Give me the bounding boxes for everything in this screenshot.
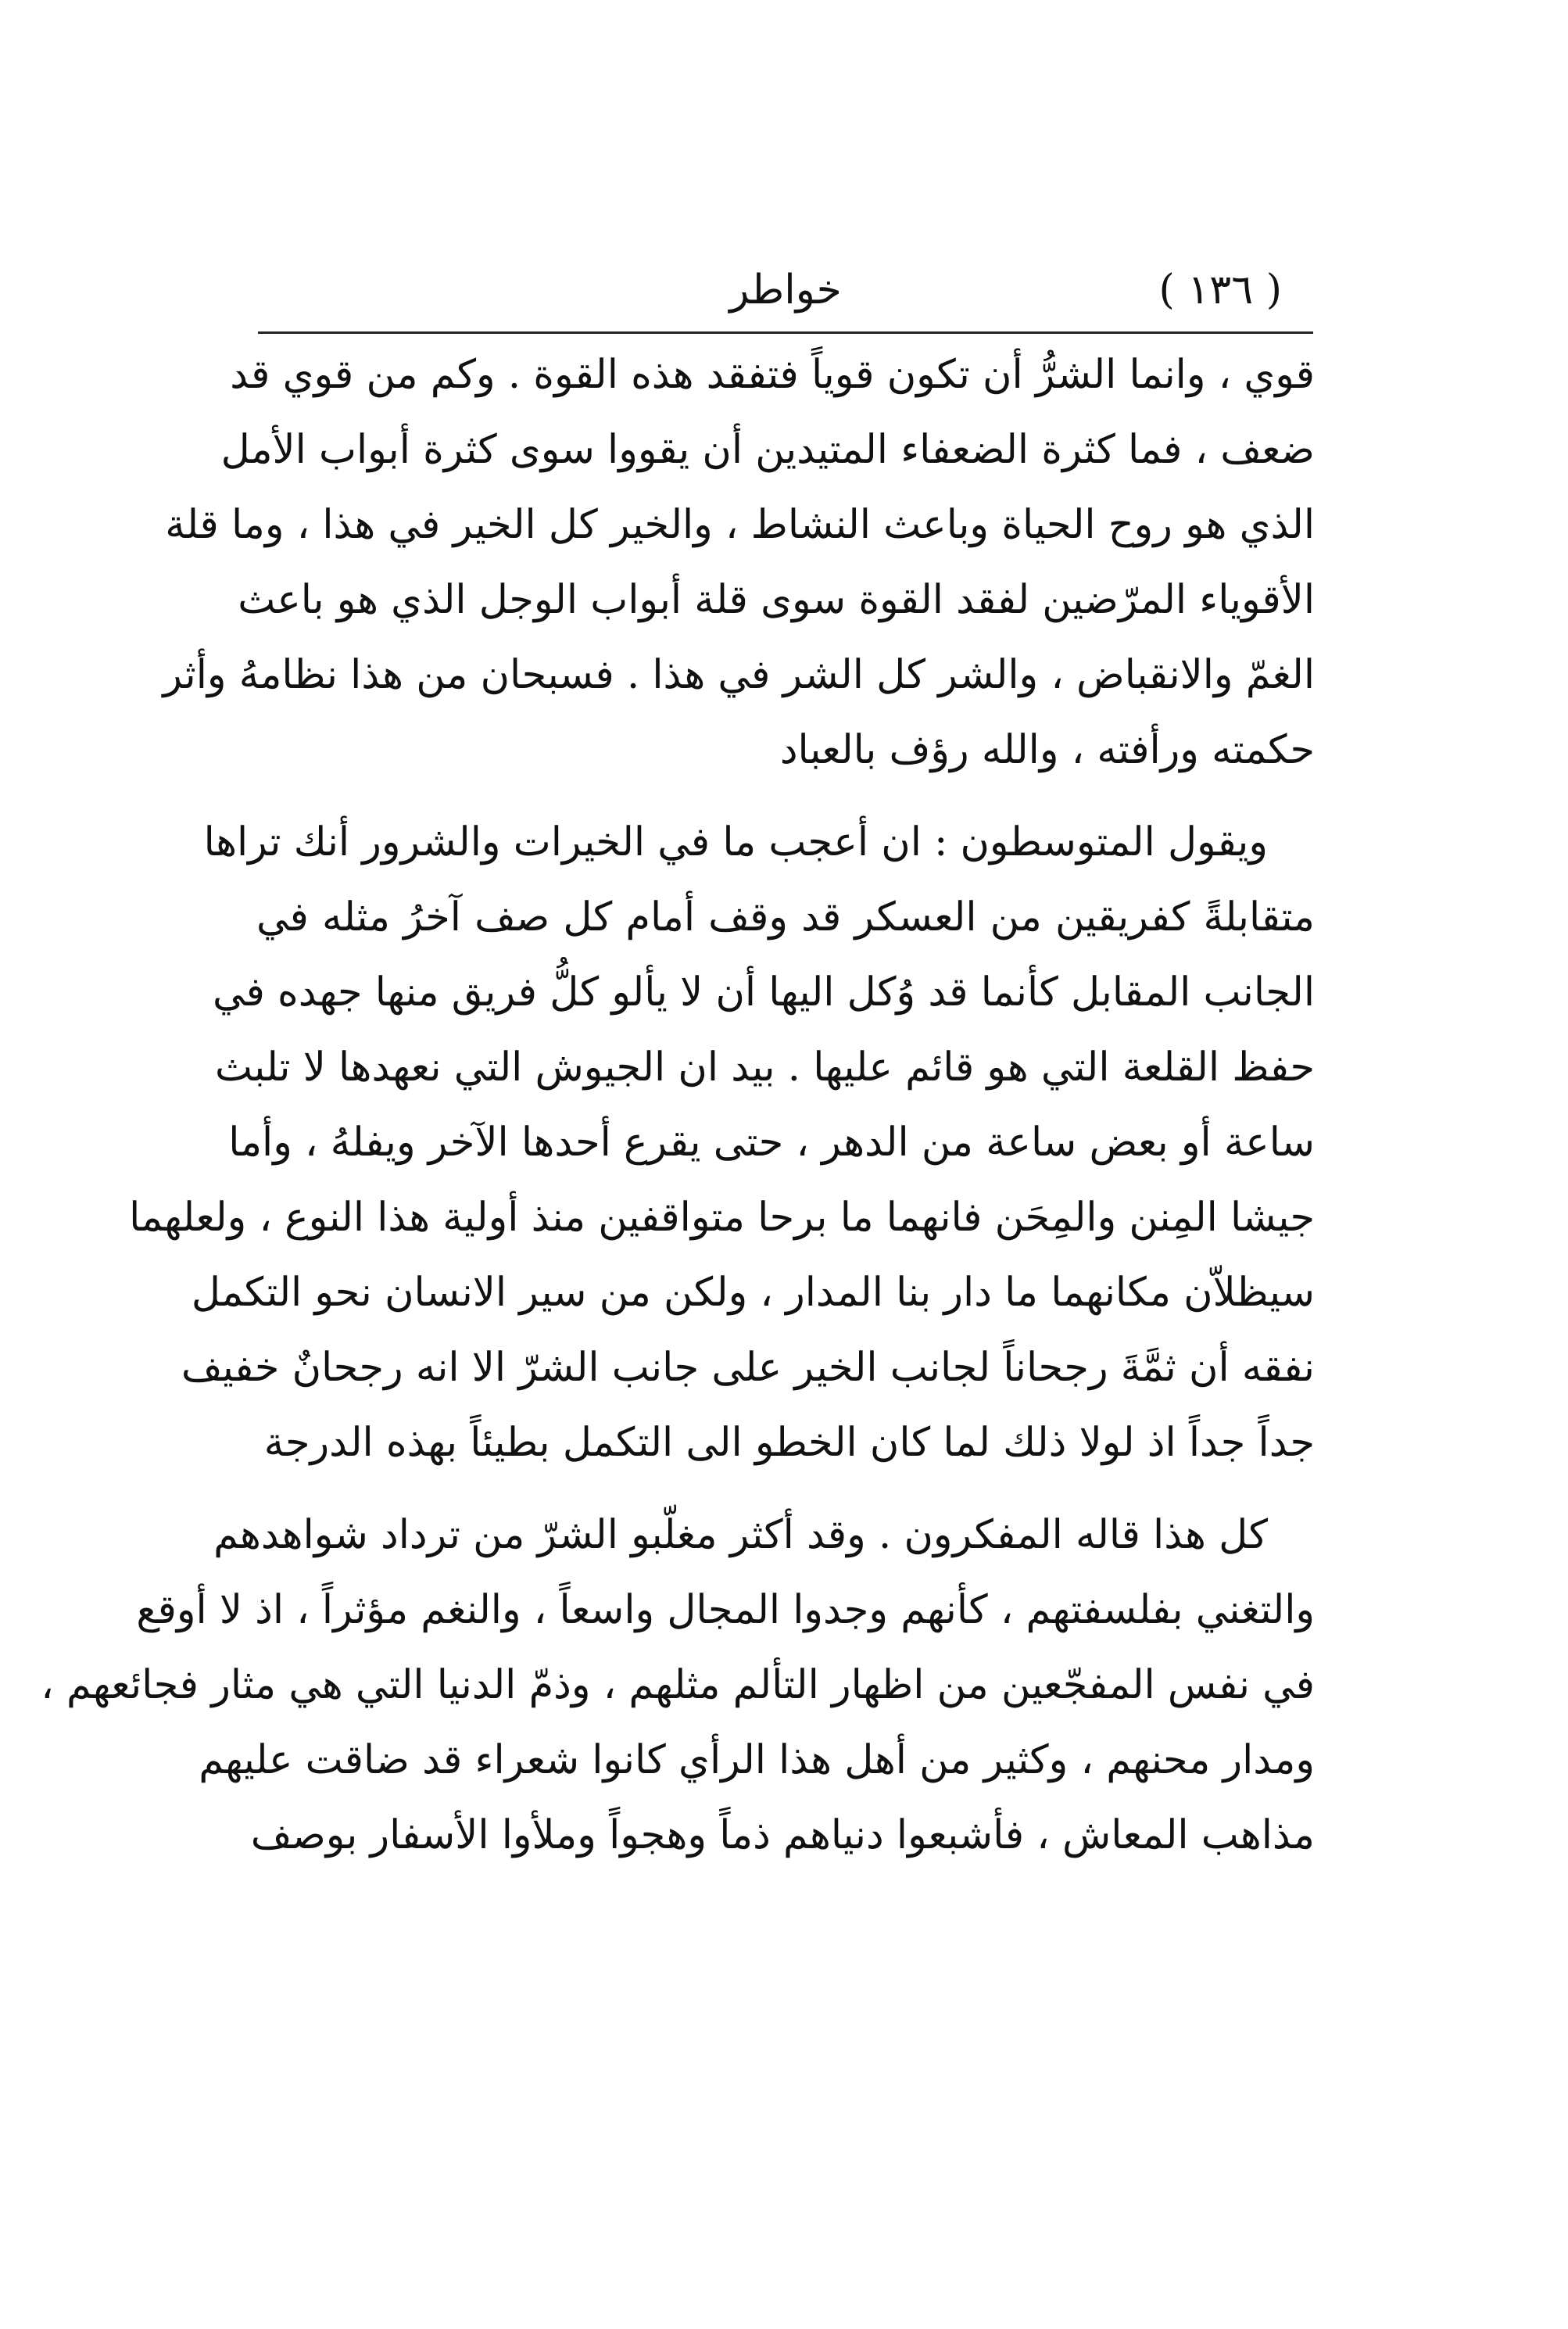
text-line: الغمّ والانقباض ، والشر كل الشر في هذا . فسبحان من هذا نظامهُ وأثر [163,652,1315,698]
paragraph-3 [41,1498,1315,1873]
text-line: قوي ، وانما الشرُّ أن تكون قوياً فتفقد هذه القوة . وكم من قوي قد [230,352,1315,398]
paragraph-2 [129,805,1315,1481]
running-title: خواطر [729,267,842,314]
text-line: حكمته ورأفته ، والله رؤف بالعباد [779,727,1315,773]
text-line: الجانب المقابل كأنما قد وُكل اليها أن لا يألو كلُّ فريق منها جهده في [212,969,1315,1016]
text-line: ومدار محنهم ، وكثير من أهل هذا الرأي كانوا شعراء قد ضاقت عليهم [199,1737,1315,1783]
header-rule [258,331,1313,334]
paragraph-gap [256,788,1315,805]
text-line: ويقول المتوسطون : ان أعجب ما في الخيرات والشرور أنك تراها [203,819,1268,865]
body-text [41,338,1315,1873]
text-line: جيشا المِنن والمِحَن فانهما ما برحا متواقفين منذ أولية هذا النوع ، ولعلهما [129,1195,1315,1241]
text-line: حفظ القلعة التي هو قائم عليها . بيد ان الجيوش التي نعهدها لا تلبث [214,1044,1315,1091]
text-line: متقابلةً كفريقين من العسكر قد وقف أمام كل صف آخرُ مثله في [256,894,1315,941]
text-line: في نفس المفجّعين من اظهار التألم مثلهم ، وذمّ الدنيا التي هي مثار فجائعهم ، [41,1662,1315,1708]
text-line: سيظلاّن مكانهما ما دار بنا المدار ، ولكن من سير الانسان نحو التكمل [191,1270,1315,1316]
page-header [258,258,1313,328]
text-line: مذاهب المعاش ، فأشبعوا دنياهم ذماً وهجواً وملأوا الأسفار بوصف [250,1812,1315,1858]
text-line: جداً جداً اذ لولا ذلك لما كان الخطو الى التكمل بطيئاً بهذه الدرجة [263,1420,1315,1466]
text-line: كل هذا قاله المفكرون . وقد أكثر مغلّبو الشرّ من ترداد شواهدهم [213,1512,1268,1558]
text-line: الذي هو روح الحياة وباعث النشاط ، والخير كل الخير في هذا ، وما قلة [165,502,1315,548]
text-line: ضعف ، فما كثرة الضعفاء المتيدين أن يقووا سوى كثرة أبواب الأمل [220,427,1315,473]
paragraph-1 [163,338,1315,788]
text-line: والتغني بفلسفتهم ، كأنهم وجدوا المجال واسعاً ، والنغم مؤثراً ، اذ لا أوقع [136,1587,1315,1633]
text-line: ساعة أو بعض ساعة من الدهر ، حتى يقرع أحدها الآخر ويفلهُ ، وأما [228,1120,1315,1166]
paragraph-gap [256,1481,1315,1498]
text-line: الأقوياء المرّضين لفقد القوة سوى قلة أبواب الوجل الذي هو باعث [238,577,1315,623]
page-number: ( ١٣٦ ) [1158,267,1282,314]
text-line: نفقه أن ثمَّةَ رجحاناً لجانب الخير على جانب الشرّ الا انه رجحانٌ خفيف [181,1345,1315,1391]
